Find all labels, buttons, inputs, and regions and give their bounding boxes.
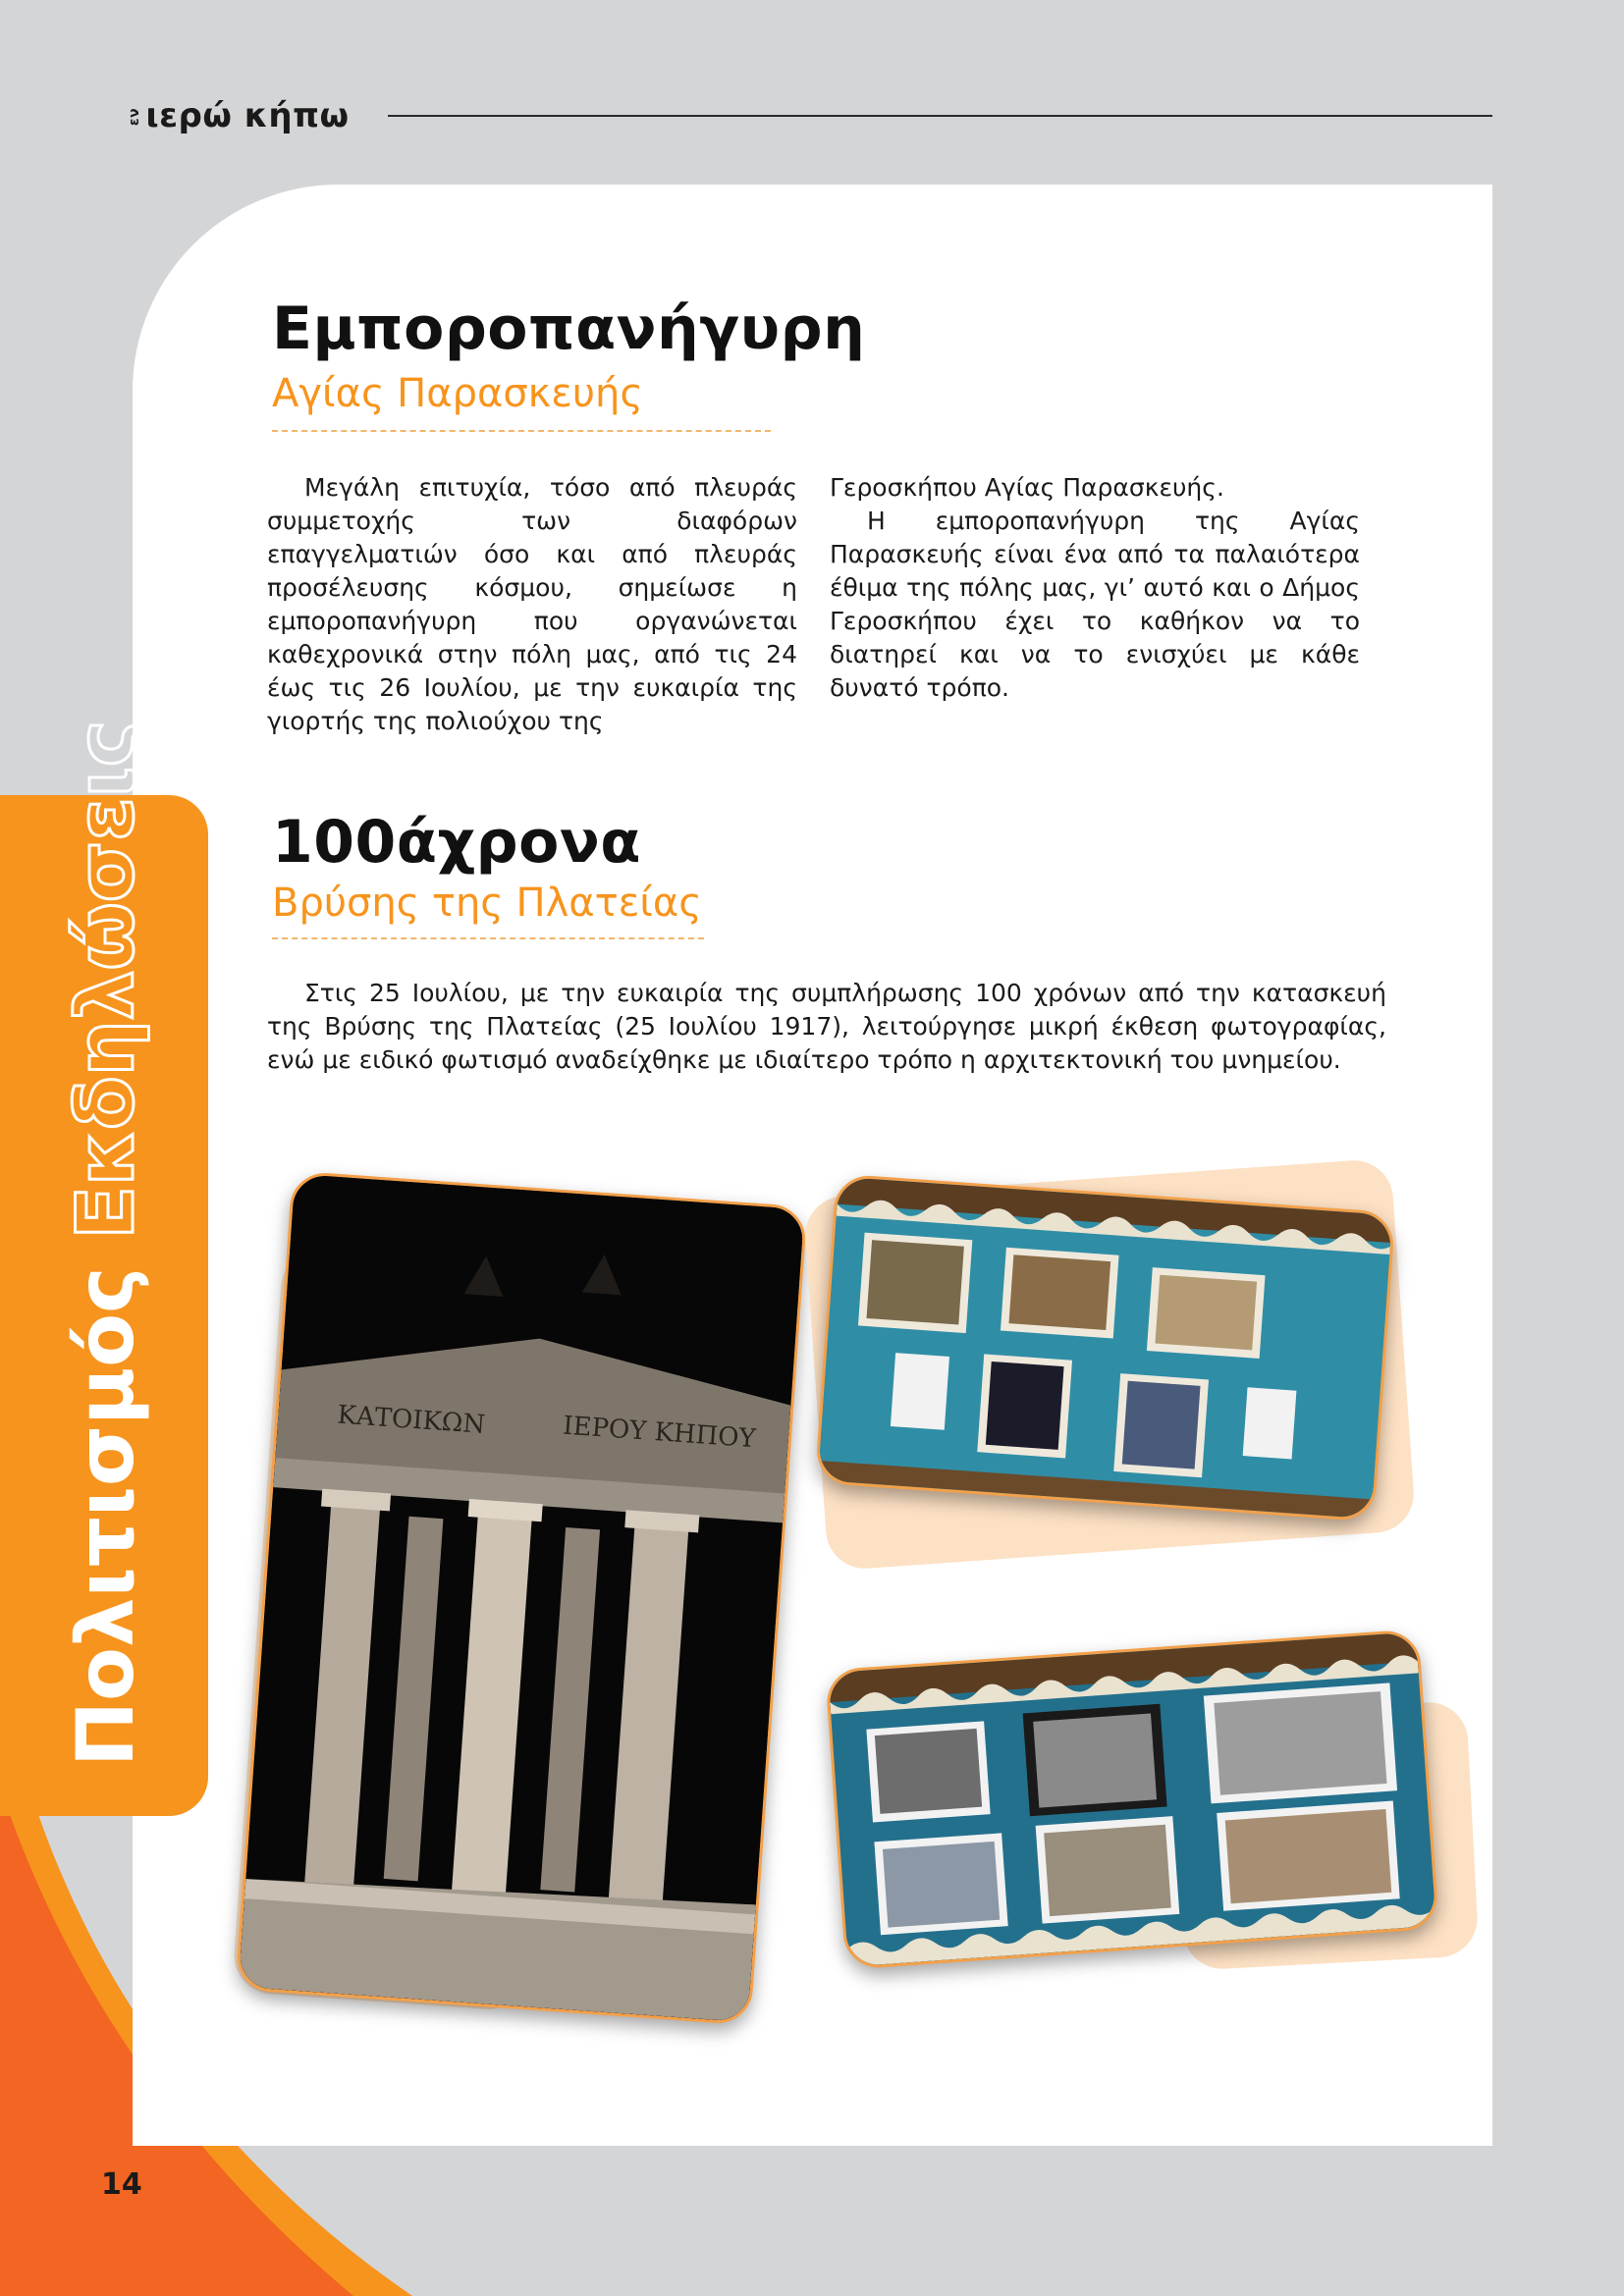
monument-illustration xyxy=(239,1174,805,2022)
masthead-prefix: εν xyxy=(127,107,143,127)
article1-para1-end: Γεροσκήπου Αγίας Παρασκευής. xyxy=(830,473,1224,502)
article2-para: Στις 25 Ιουλίου, με την ευκαιρία της συμπλήρωσης 100 χρόνων από την κατασκευή της Βρύσης της Πλατείας (25 Ιουλίου 1917), λειτούργησε μικρή έκθεση φωτογραφίας, ενώ με ειδικό φωτισμό αναδείχθηκε με ιδιαίτερο τρόπο η αρχιτεκτονική του μνημείου. xyxy=(267,979,1386,1074)
section-label-culture: Πολιτισμός xyxy=(60,1266,151,1767)
article2-body xyxy=(267,977,1386,1077)
monument-photo xyxy=(235,1171,807,2026)
section-tab-label xyxy=(37,721,175,1767)
exhibition-board-photo-color xyxy=(815,1173,1396,1522)
article1-para1: Μεγάλη επιτυχία, τόσο από πλευράς συμμετοχής των διαφόρων επαγγελματιών όσο και από πλευράς προσέλευσης κόσμου, σημείωσε η εμποροπανήγυρη που οργανώνεται καθεχρονικά στην πόλη μας, από τις 24 έως τις 26 Ιουλίου, με την ευκαιρία της γιορτής της πολιούχου της xyxy=(267,473,797,735)
article1-column1 xyxy=(267,471,797,738)
page-number: 14 xyxy=(101,2167,142,2202)
article1-column2 xyxy=(830,471,1360,705)
article1-para2: Η εμποροπανήγυρη της Αγίας Παρασκευής είναι ένα από τα παλαιότερα έθιμα της πόλης μας, γι’ αυτό και ο Δήμος Γεροσκήπου έχει το καθήκον να το διατηρεί και να το ενισχύει με κάθε δυνατό τρόπο. xyxy=(830,507,1360,702)
article1-subtitle: Αγίας Παρασκευής xyxy=(272,371,643,416)
masthead-logo xyxy=(126,96,350,135)
inscription-right: ΙΕΡΟΥ ΚΗΠΟΥ xyxy=(562,1411,757,1455)
exhibition-board-color-illustration xyxy=(818,1177,1392,1520)
article1-divider xyxy=(272,430,771,432)
header-rule xyxy=(388,115,1492,117)
masthead-title: ιερώ κήπω xyxy=(145,96,350,135)
exhibition-board-bw-illustration xyxy=(828,1631,1435,1966)
article2-title: 100άχρονα xyxy=(272,808,641,877)
inscription-left: ΚΑΤΟΙΚΩΝ xyxy=(336,1400,487,1440)
article2-subtitle: Βρύσης της Πλατείας xyxy=(272,881,702,926)
article1-title: Εμποροπανήγυρη xyxy=(272,294,866,363)
exhibition-board-photo-bw xyxy=(825,1629,1439,1970)
article2-divider xyxy=(272,937,704,939)
section-label-events: Εκδηλώσεις xyxy=(60,720,151,1240)
